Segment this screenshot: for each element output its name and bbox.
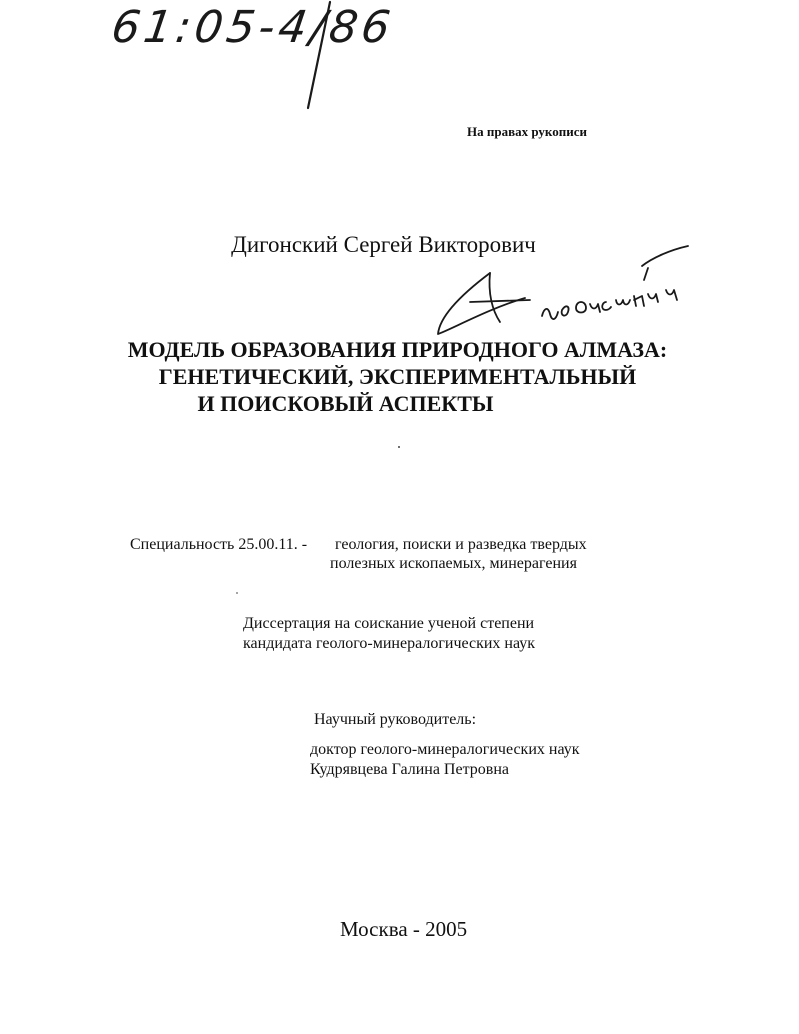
author-signature xyxy=(430,238,690,348)
title-line-1: МОДЕЛЬ ОБРАЗОВАНИЯ ПРИРОДНОГО АЛМАЗА: xyxy=(127,337,668,362)
degree-statement-line-1: Диссертация на соискание ученой степени xyxy=(243,615,535,632)
title-line-2: ГЕНЕТИЧЕСКИЙ, ЭКСПЕРИМЕНТАЛЬНЫЙ xyxy=(158,364,637,389)
supervisor-degree: доктор геолого-минералогических наук xyxy=(310,741,580,758)
specialty-label: Специальность 25.00.11. - xyxy=(130,536,308,553)
specialty-value-line-1: геология, поиски и разведка твердых xyxy=(335,536,587,553)
supervisor-label: Научный руководитель: xyxy=(314,711,477,728)
title-line-3: И ПОИСКОВЫЙ АСПЕКТЫ xyxy=(197,391,494,416)
scan-speck xyxy=(236,592,238,594)
scan-speck xyxy=(398,446,400,448)
author-name-text: Дигонский Сергей Викторович xyxy=(231,232,536,257)
manuscript-rights-note: На правах рукописи xyxy=(467,124,587,139)
archive-code-handwritten: 61:05-4/86 xyxy=(108,2,398,53)
dissertation-title xyxy=(0,336,799,417)
degree-statement-line-2: кандидата геолого-минералогических наук xyxy=(243,635,536,652)
specialty-value-line-2: полезных ископаемых, минерагения xyxy=(330,555,577,572)
handwritten-slash-mark xyxy=(300,0,340,115)
city-year: Москва - 2005 xyxy=(340,917,468,941)
supervisor-name: Кудрявцева Галина Петровна xyxy=(310,761,509,778)
